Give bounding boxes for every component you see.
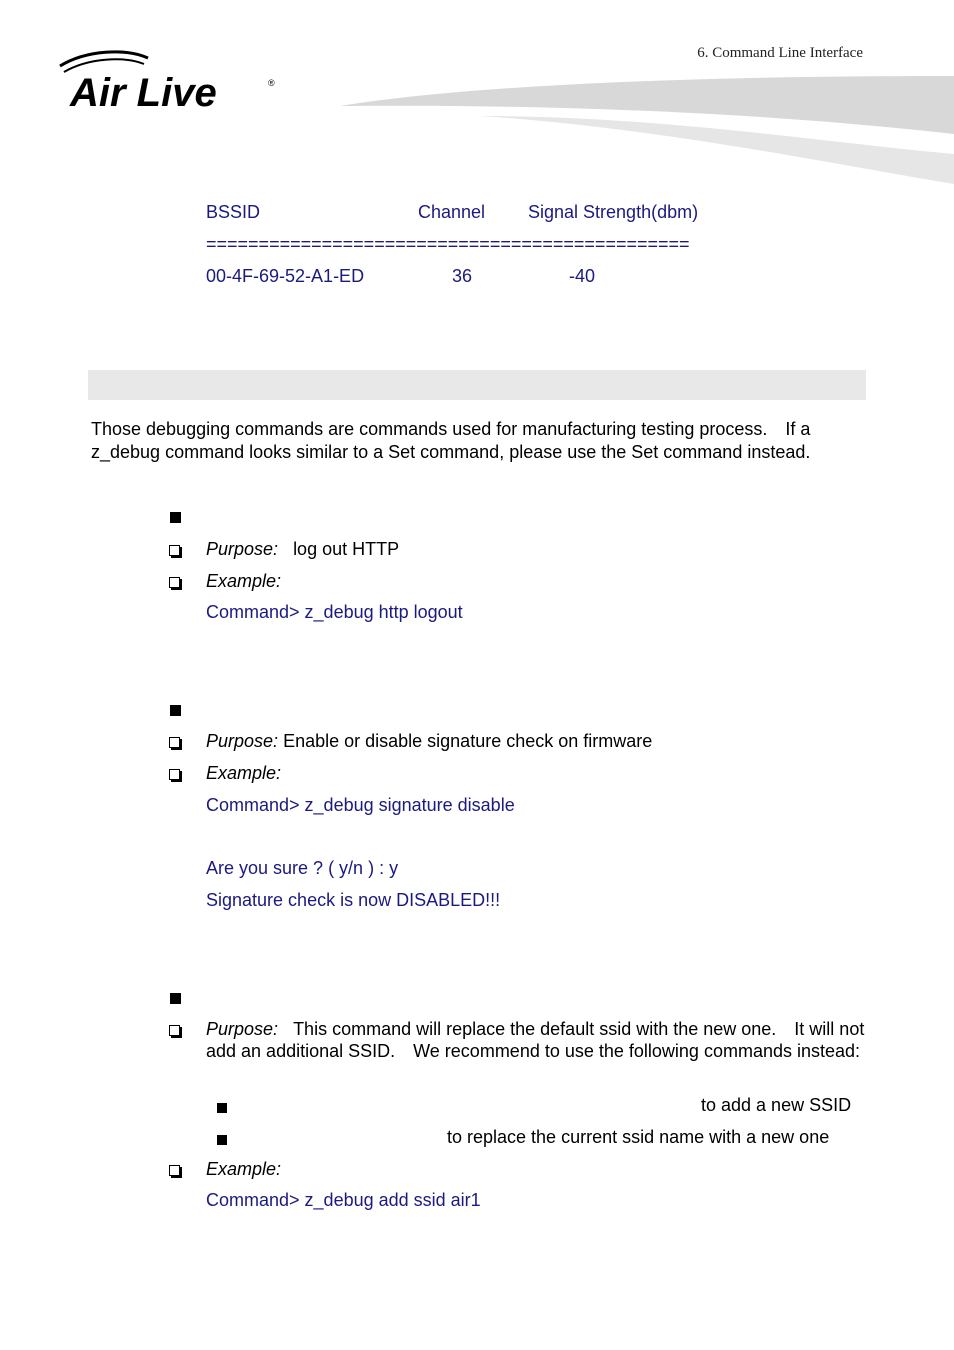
- cmd3-sub1: to add a new SSID: [701, 1095, 852, 1115]
- col-bssid: BSSID: [206, 202, 261, 222]
- cmd2-command: Command> z_debug signature disable: [206, 795, 515, 815]
- purpose-label: Purpose:: [206, 539, 279, 559]
- sub-bullet-1: [217, 1100, 227, 1118]
- sub-bullet-2: [217, 1132, 227, 1150]
- header-swoosh-decoration: [340, 72, 954, 187]
- purpose-label: Purpose:: [206, 1019, 279, 1039]
- row-channel: 36: [452, 266, 473, 286]
- chapter-header: 6. Command Line Interface: [697, 45, 863, 61]
- row-signal: -40: [569, 266, 596, 286]
- svg-text:®: ®: [268, 78, 275, 88]
- purpose-text: This command will replace the default ssid with the new one. It will not add an additional SSID. We recommend to use the following commands instead:: [206, 1019, 865, 1061]
- command-bullet-1: [170, 510, 181, 528]
- checkbox-bullet-icon: [169, 767, 180, 785]
- command-bullet-2: [170, 703, 181, 721]
- airlive-logo: [56, 48, 280, 112]
- cmd2-example-label: Example:: [206, 763, 282, 783]
- cmd1-purpose: [206, 538, 399, 560]
- cmd2-prompt: Are you sure ? ( y/n ) : y: [206, 858, 399, 878]
- col-channel: Channel: [418, 202, 486, 222]
- cmd3-example-label: Example:: [206, 1159, 282, 1179]
- cmd3-purpose: [206, 1018, 866, 1062]
- checkbox-bullet-icon: [169, 543, 180, 561]
- col-signal: Signal Strength(dbm): [528, 202, 699, 222]
- section-heading-bar: [88, 370, 866, 400]
- purpose-text: log out HTTP: [293, 539, 400, 559]
- cmd2-result: Signature check is now DISABLED!!!: [206, 890, 501, 910]
- cmd3-command: Command> z_debug add ssid air1: [206, 1190, 481, 1210]
- table-separator: ==============================================: [206, 234, 690, 254]
- checkbox-bullet-icon: [169, 735, 180, 753]
- row-bssid: 00-4F-69-52-A1-ED: [206, 266, 365, 286]
- cmd1-example-label: Example:: [206, 571, 282, 591]
- checkbox-bullet-icon: [169, 1023, 180, 1041]
- cmd2-purpose: [206, 730, 652, 752]
- checkbox-bullet-icon: [169, 575, 180, 593]
- cmd1-command: Command> z_debug http logout: [206, 602, 463, 622]
- intro-paragraph: Those debugging commands are commands used for manufacturing testing process. If a z_debug command looks similar to a Set command, please use the Set command instead.: [91, 419, 811, 462]
- purpose-text: Enable or disable signature check on firmware: [283, 731, 653, 751]
- purpose-label: Purpose:: [206, 731, 279, 751]
- command-bullet-3: [170, 991, 181, 1009]
- svg-text:Air Live: Air Live: [70, 71, 217, 112]
- cmd3-sub2: to replace the current ssid name with a new one: [447, 1127, 830, 1147]
- checkbox-bullet-icon: [169, 1163, 180, 1181]
